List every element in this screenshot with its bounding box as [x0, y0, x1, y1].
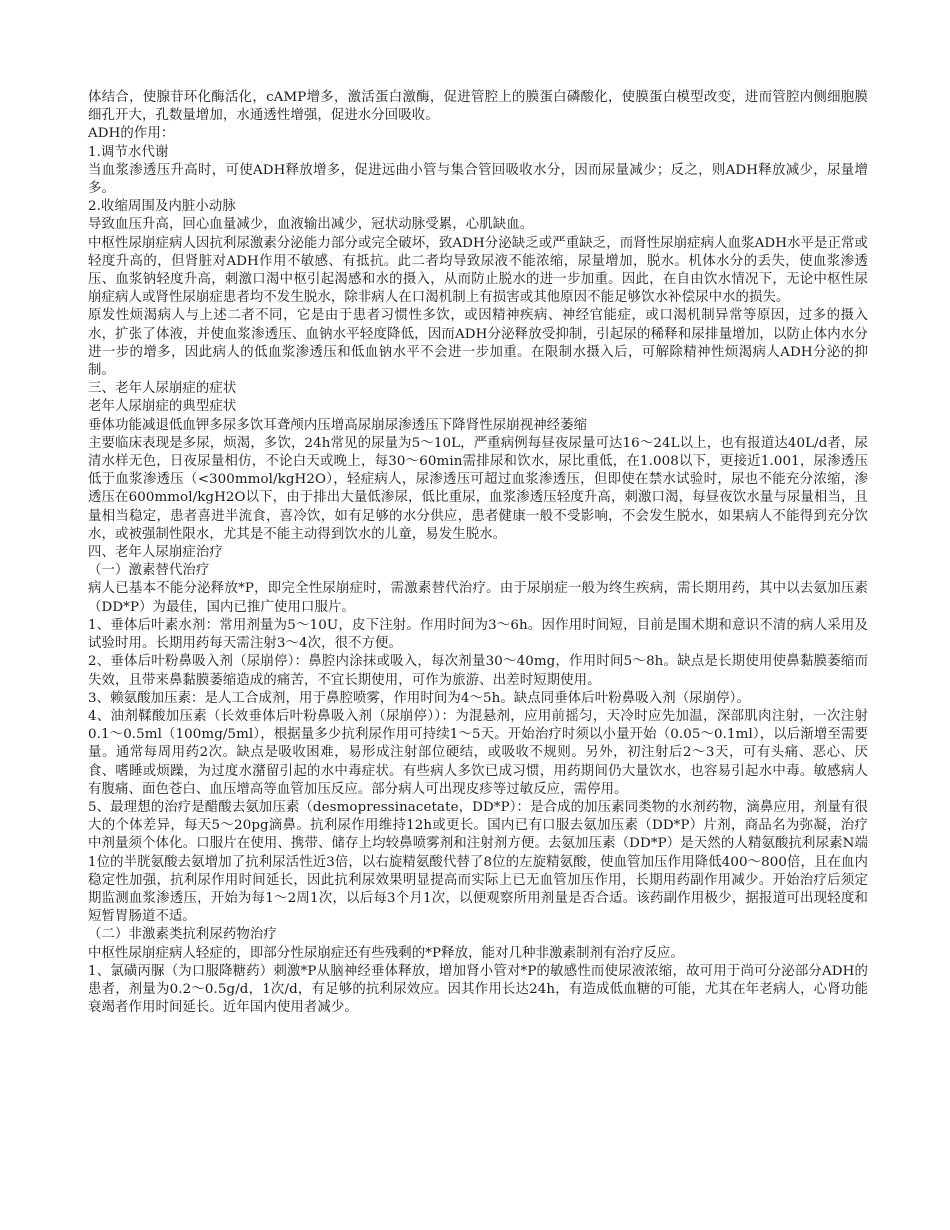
paragraph-treatment-3: 3、赖氨酸加压素：是人工合成剂，用于鼻腔喷雾，作用时间为4～5h。缺点同垂体后叶粉鼻吸入剂（尿崩停）。	[88, 690, 750, 706]
paragraph-treatment-2: 2、垂体后叶粉鼻吸入剂（尿崩停）：鼻腔内涂抹或吸入，每次剂量30～40mg，作用时间5～8h。缺点是长期使用使鼻黏膜萎缩而失效，且带来鼻黏膜萎缩造成的痛苦，不宜长期使用，可作为旅游、出差时短期使用。	[88, 654, 868, 688]
paragraph-chlorpropamide: 1、氯磺丙脲（为口服降糖药）刺激*P从脑神经垂体释放，增加肾小管对*P的敏感性而使尿液浓缩，故可用于尚可分泌部分ADH的患者，剂量为0.2～0.5g/d，1次/d，有足够的抗利尿效应。因其作用长达24h，有造成低血糖的可能，尤其在年老病人，心肾功能衰竭者作用时间延长。近年国内使用者减少。	[88, 963, 868, 1016]
paragraph-treatment-1: 1、垂体后叶素水剂：常用剂量为5～10U，皮下注射。作用时间为3～6h。因作用时间短，目前是围术期和意识不清的病人采用及试验时用。长期用药每天需注射3～4次，很不方便。	[88, 617, 868, 652]
document-page	[88, 89, 868, 1017]
paragraph-central-di: 中枢性尿崩症病人因抗利尿激素分泌能力部分或完全破坏，致ADH分泌缺乏或严重缺乏，而肾性尿崩症病人血浆ADH水平是正常或轻度升高的，但肾脏对ADH作用不敏感、有抵抗。此二者均导致尿液不能浓缩，尿量增加，脱水。机体水分的丢失，使血浆渗透压、血浆钠轻度升高，刺激口渴中枢引起渴感和水的摄入，从而防止脱水的进一步加重。因此，在自由饮水情况下，无论中枢性尿崩症病人或肾性尿崩症患者均不发生脱水，除非病人在口渴机制上有损害或其他原因不能足够饮水补偿尿中水的损失。	[88, 235, 868, 306]
paragraph-clinical-manifestation: 主要临床表现是多尿，烦渴，多饮，24h常见的尿量为5～10L，严重病例每昼夜尿量可达16～24L以上，也有报道达40L/d者，尿清水样无色，日夜尿量相仿，不论白天或晚上，每30～60min需排尿和饮水，尿比重低，在1.008以下，更接近1.001，尿渗透压低于血浆渗透压（<300mmol/kgH2O），轻症病人，尿渗透压可超过血浆渗透压，但即使在禁水试验时，尿也不能充分浓缩，渗透压在600mmol/kgH2O以下，由于排出大量低渗尿，低比重尿，血浆渗透压轻度升高，刺激口渴，每昼夜饮水量与尿量相当，且量相当稳定，患者喜进半流食，喜冷饮，如有足够的水分供应，患者健康一般不受影响，不会发生脱水，如果病人不能得到充分饮水，或被强制性限水，尤其是不能主动得到饮水的儿童，易发生脱水。	[88, 435, 868, 542]
paragraph-adh-mechanism: 体结合，使腺苷环化酶活化，cAMP增多，激活蛋白激酶，促进管腔上的膜蛋白磷酸化，使膜蛋白模型改变，进而管腔内侧细胞膜细孔开大，孔数量增加，水通透性增强，促进水分回吸收。	[88, 90, 868, 124]
paragraph-treatment-4: 4、油剂鞣酸加压素（长效垂体后叶粉鼻吸入剂（尿崩停））：为混悬剂，应用前摇匀，天冷时应先加温，深部肌肉注射，一次注射0.1～0.5ml（100mg/5ml），根据量多少抗利尿作用可持续1～5天。开始治疗时须以小量开始（0.05～0.1ml），以后渐增至需要量。通常每周用药2次。缺点是吸收困难，易形成注射部位硬结，或吸收不规则。另外，初注射后2～3天，可有头痛、恶心、厌食、嗜睡或烦躁，为过度水潴留引起的水中毒症状。有些病人多饮已成习惯，用药期间仍大量饮水，也容易引起水中毒。敏感病人有腹痛、面色苍白、血压增高等血管加压反应。部分病人可出现皮疹等过敏反应，需停用。	[88, 708, 868, 797]
paragraph-treatment-5: 5、最理想的治疗是醋酸去氨加压素（desmopressinacetate，DD*P）：是合成的加压素同类物的水剂药物，滴鼻应用，剂量有很大的个体差异，每天5～20pg滴鼻。抗利尿作用维持12h或更长。国内已有口服去氨加压素（DD*P）片剂，商品名为弥凝，治疗中剂量须个体化。口服片在使用、携带、储存上均较鼻喷雾剂和注射剂方便。去氨加压素（DD*P）是天然的人精氨酸抗利尿素N端1位的半胱氨酸去氨增加了抗利尿活性近3倍，以右旋精氨酸代替了8位的左旋精氨酸，使血管加压作用降低400～800倍，且在血内稳定性加强，抗利尿作用时间延长，因此抗利尿效果明显提高而实际上已无血管加压作用，长期用药副作用减少。开始治疗后须定期监测血浆渗透压，开始为每1～2周1次，以后每3个月1次，以便观察所用剂量是否合适。该药副作用极少，据报道可出现轻度和短暂胃肠道不适。	[88, 799, 868, 925]
subheading-hormone-replacement: （一）激素替代治疗	[88, 563, 210, 579]
section-heading-symptoms: 三、老年人尿崩症的症状	[88, 381, 237, 397]
paragraph-adh-function-heading: ADH的作用：	[88, 126, 175, 142]
paragraph-water-metabolism-heading: 1.调节水代谢	[88, 144, 169, 160]
paragraph-hormone-intro: 病人已基本不能分泌释放*P，即完全性尿崩症时，需激素替代治疗。由于尿崩症一般为终生疾病，需长期用药，其中以去氨加压素（DD*P）为最佳，国内已推广使用口服片。	[88, 581, 868, 615]
subheading-typical-symptoms: 老年人尿崩症的典型症状	[88, 399, 237, 415]
paragraph-vasoconstriction: 导致血压升高，回心血量减少，血液输出减少，冠状动脉受累，心肌缺血。	[88, 217, 534, 233]
paragraph-non-hormone-intro: 中枢性尿崩症病人轻症的，即部分性尿崩症还有些残剩的*P释放，能对几种非激素制剂有治疗反应。	[88, 945, 684, 961]
section-heading-treatment: 四、老年人尿崩症治疗	[88, 545, 223, 561]
paragraph-keywords: 垂体功能减退低血钾多尿多饮耳聋颅内压增高尿崩尿渗透压下降肾性尿崩视神经萎缩	[88, 417, 588, 433]
paragraph-water-metabolism: 当血浆渗透压升高时，可使ADH释放增多，促进远曲小管与集合管回吸收水分，因而尿量减少；反之，则ADH释放减少，尿量增多。	[88, 162, 868, 197]
paragraph-vasoconstriction-heading: 2.收缩周围及内脏小动脉	[88, 199, 236, 215]
paragraph-primary-polydipsia: 原发性烦渴病人与上述二者不同，它是由于患者习惯性多饮，或因精神疾病、神经官能症，或口渴机制异常等原因，过多的摄入水，扩张了体液，并使血浆渗透压、血钠水平轻度降低，因而ADH分泌释放受抑制，引起尿的稀释和尿排量增加，以防止体内水分进一步的增多，因此病人的低血浆渗透压和低血钠水平不会进一步加重。在限制水摄入后，可解除精神性烦渴病人ADH分泌的抑制。	[88, 308, 868, 379]
subheading-non-hormone: （二）非激素类抗利尿药物治疗	[88, 927, 277, 943]
